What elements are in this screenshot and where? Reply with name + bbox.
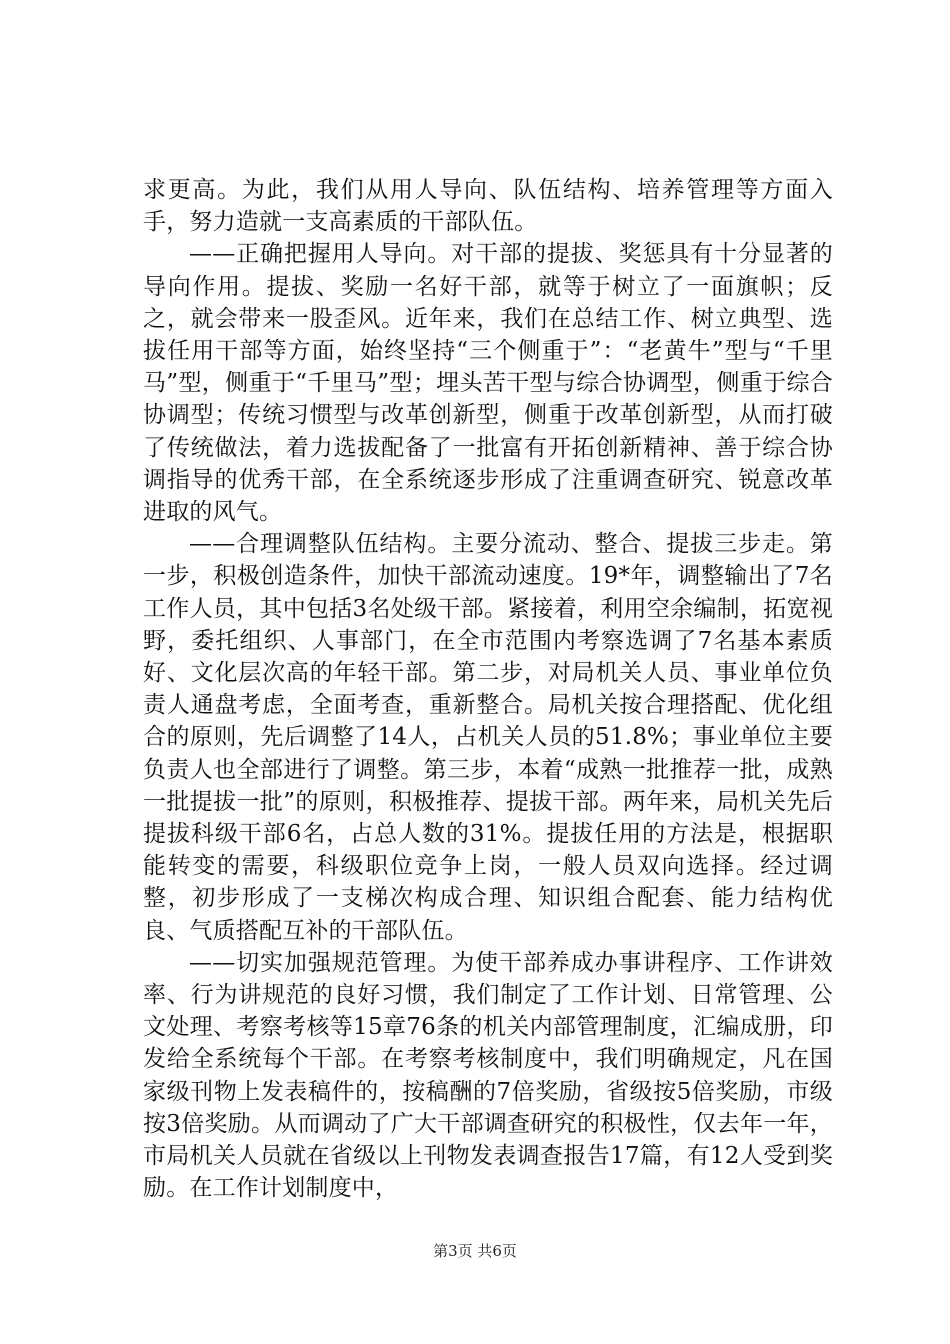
paragraph-standard-management: ——切实加强规范管理。为使干部养成办事讲程序、工作讲效率、行为讲规范的良好习惯，我们制定了工作计划、日常管理、公文处理、考察考核等15章76条的机关内部管理制度，汇编成册，印发给全系统每个干部。在考察考核制度中，我们明确规定，凡在国家级刊物上发表稿件的，按稿酬的7倍奖励，省级按5倍奖励，市级按3倍奖励。从而调动了广大干部调查研究的积极性，仅去年一年，市局机关人员就在省级以上刊物发表调查报告17篇，有12人受到奖励。在工作计划制度中， — [143, 949, 833, 1202]
paragraph-team-structure: ——合理调整队伍结构。主要分流动、整合、提拔三步走。第一步，积极创造条件，加快干部流动速度。19*年，调整输出了7名工作人员，其中包括3名处级干部。紧接着，利用空余编制，拓宽视野，委托组织、人事部门，在全市范围内考察选调了7名基本素质好、文化层次高的年轻干部。第二步，对局机关人员、事业单位负责人通盘考虑，全面考查，重新整合。局机关按合理搭配、优化组合的原则，先后调整了14人，占机关人员的51.8%；事业单位主要负责人也全部进行了调整。第三步，本着“成熟一批推荐一批，成熟一批提拔一批”的原则，积极推荐、提拔干部。两年来，局机关先后提拔科级干部6名，占总人数的31%。提拔任用的方法是，根据职能转变的需要，科级职位竞争上岗，一般人员双向选择。经过调整，初步形成了一支梯次构成合理、知识组合配套、能力结构优良、气质搭配互补的干部队伍。 — [143, 531, 833, 944]
page-number-footer: 第3页 共6页 — [433, 1242, 517, 1260]
paragraph-employment-orientation: ——正确把握用人导向。对干部的提拔、奖惩具有十分显著的导向作用。提拔、奖励一名好干部，就等于树立了一面旗帜；反之，就会带来一股歪风。近年来，我们在总结工作、树立典型、选拔任用干部等方面，始终坚持“三个侧重于”：“老黄牛”型与“千里马”型，侧重于“千里马”型；埋头苦干型与综合协调型，侧重于综合协调型；传统习惯型与改革创新型，侧重于改革创新型，从而打破了传统做法，着力选拔配备了一批富有开拓创新精神、善于综合协调指导的优秀干部，在全系统逐步形成了注重调查研究、锐意改革进取的风气。 — [143, 241, 833, 526]
document-body — [143, 174, 833, 1205]
paragraph-continuation: 求更高。为此，我们从用人导向、队伍结构、培养管理等方面入手，努力造就一支高素质的干部队伍。 — [143, 177, 833, 236]
